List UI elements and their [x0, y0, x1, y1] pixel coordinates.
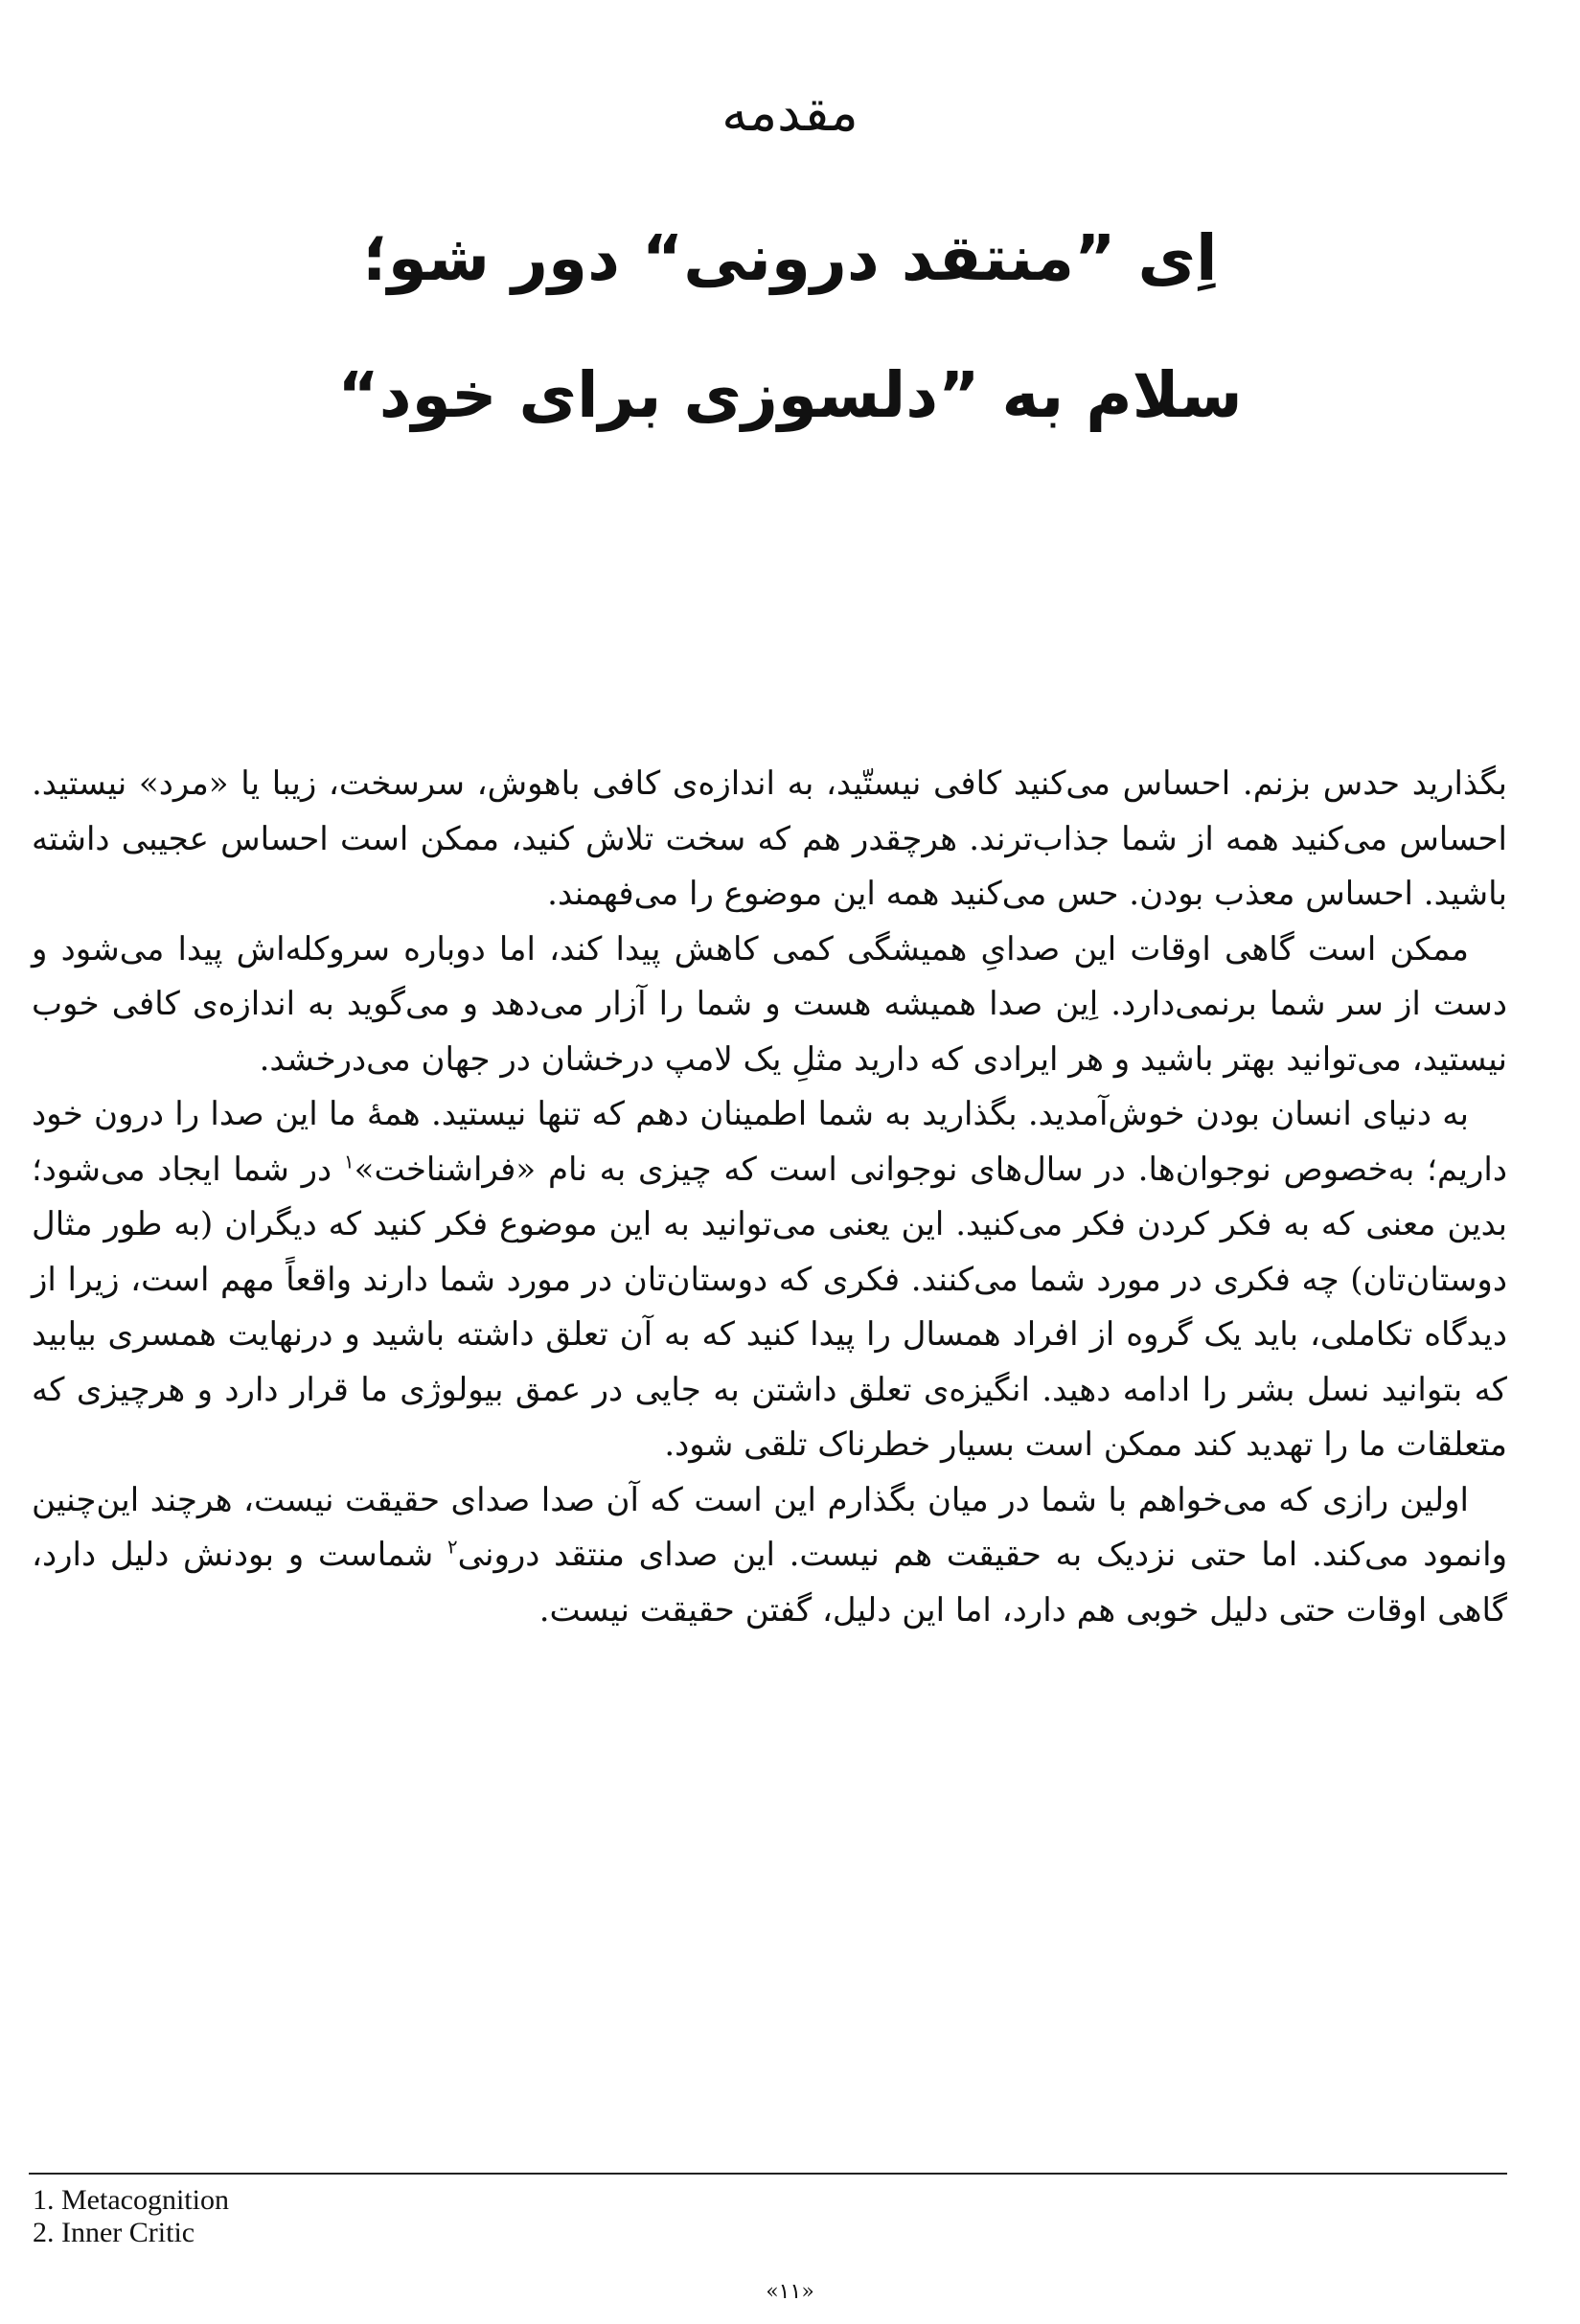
paragraph-2 [32, 923, 1507, 1088]
paragraph-3 [32, 1087, 1507, 1473]
footnote-ref-1[interactable]: ۱ [343, 1150, 355, 1173]
paragraph-4-text-b: شماست و بودنش دلیل دارد، گاهی اوقات حتی دلیل خوبی هم دارد، اما این دلیل، گفتن حقیقت نیست. [32, 1536, 1507, 1629]
paragraph-4 [32, 1473, 1507, 1639]
footnote-divider [29, 2173, 1507, 2175]
title-line-2: سلام به ”دلسوزی برای خود“ [337, 358, 1243, 432]
paragraph-4-text-a: اولین رازی که می‌خواهم با شما در میان بگذارم این است که آن صدا صدای حقیقت نیست، هرچند این‌چنین وانمود می‌کند. اما حتی نزدیک به حقیقت هم نیست. این صدای منتقد درونی [32, 1480, 1507, 1574]
chapter-heading: مقدمه [721, 82, 859, 143]
paragraph-1-text: بگذارید حدس بزنم. احساس می‌کنید کافی نیستّید، به اندازه‌ی کافی باهوش، سرسخت، زیبا یا «مرد» نیستید. احساس می‌کنید همه از شما جذاب‌ترند. هرچقدر هم که سخت تلاش کنید، ممکن است احساس عجیبی داشته باشید. احساس معذب بودن. حس می‌کنید همه این موضوع را می‌فهمند. [32, 764, 1507, 913]
footnote-2: 2. Inner Critic [33, 2217, 195, 2248]
paragraph-1 [32, 757, 1507, 923]
footnotes [33, 2184, 229, 2249]
page-number: «۱۱» [766, 2280, 814, 2304]
body-text [32, 757, 1507, 1638]
footnote-ref-2[interactable]: ۲ [447, 1535, 458, 1559]
title-line-1: اِی ”منتقد درونی“ دور شو؛ [362, 221, 1218, 295]
paragraph-2-text: ممکن است گاهی اوقات این صدایِ همیشگی کمی کاهش پیدا کند، اما دوباره سروکله‌اش پیدا می‌شود و دست از سر شما برنمی‌دارد. اِین صدا همیشه هست و شما را آزار می‌دهد و می‌گوید به اندازه‌ی کافی خوب نیستید، می‌توانید بهتر باشید و هر ایرادی که دارید مثلِ یک لامپ درخشان در جهان می‌درخشد. [32, 929, 1507, 1079]
footnote-1: 1. Metacognition [33, 2184, 229, 2216]
paragraph-3-text-b: در شما ایجاد می‌شود؛ بدین معنی که به فکر کردن فکر می‌کنید. این یعنی می‌توانید به این موضوع فکر کنید که دیگران (به طور مثال دوستان‌تان) چه فکری در مورد شما می‌کنند. فکری که دوستان‌تان در مورد شما دارند واقعاً مهم است، زیرا از دیدگاه تکاملی، باید یک گروه از افراد همسال را پیدا کنید که به آن تعلق داشته باشید و درنهایت همسری بیابید که بتوانید نسل بشر را ادامه دهید. انگیزه‌ی تعلق داشتن به جایی در عمق بیولوژی ما قرار دارد و هرچیزی که متعلقات ما را تهدید کند ممکن است بسیار خطرناک تلقی شود. [32, 1150, 1508, 1464]
paragraph-3-text-a: به دنیای انسان بودن خوش‌آمدید. بگذارید به شما اطمینان دهم که تنها نیستید. همهٔ ما این صدا را درون خود داریم؛ به‌خصوص نوجوان‌ها. در سال‌های نوجوانی است که چیزی به نام «فراشناخت» [32, 1095, 1507, 1189]
